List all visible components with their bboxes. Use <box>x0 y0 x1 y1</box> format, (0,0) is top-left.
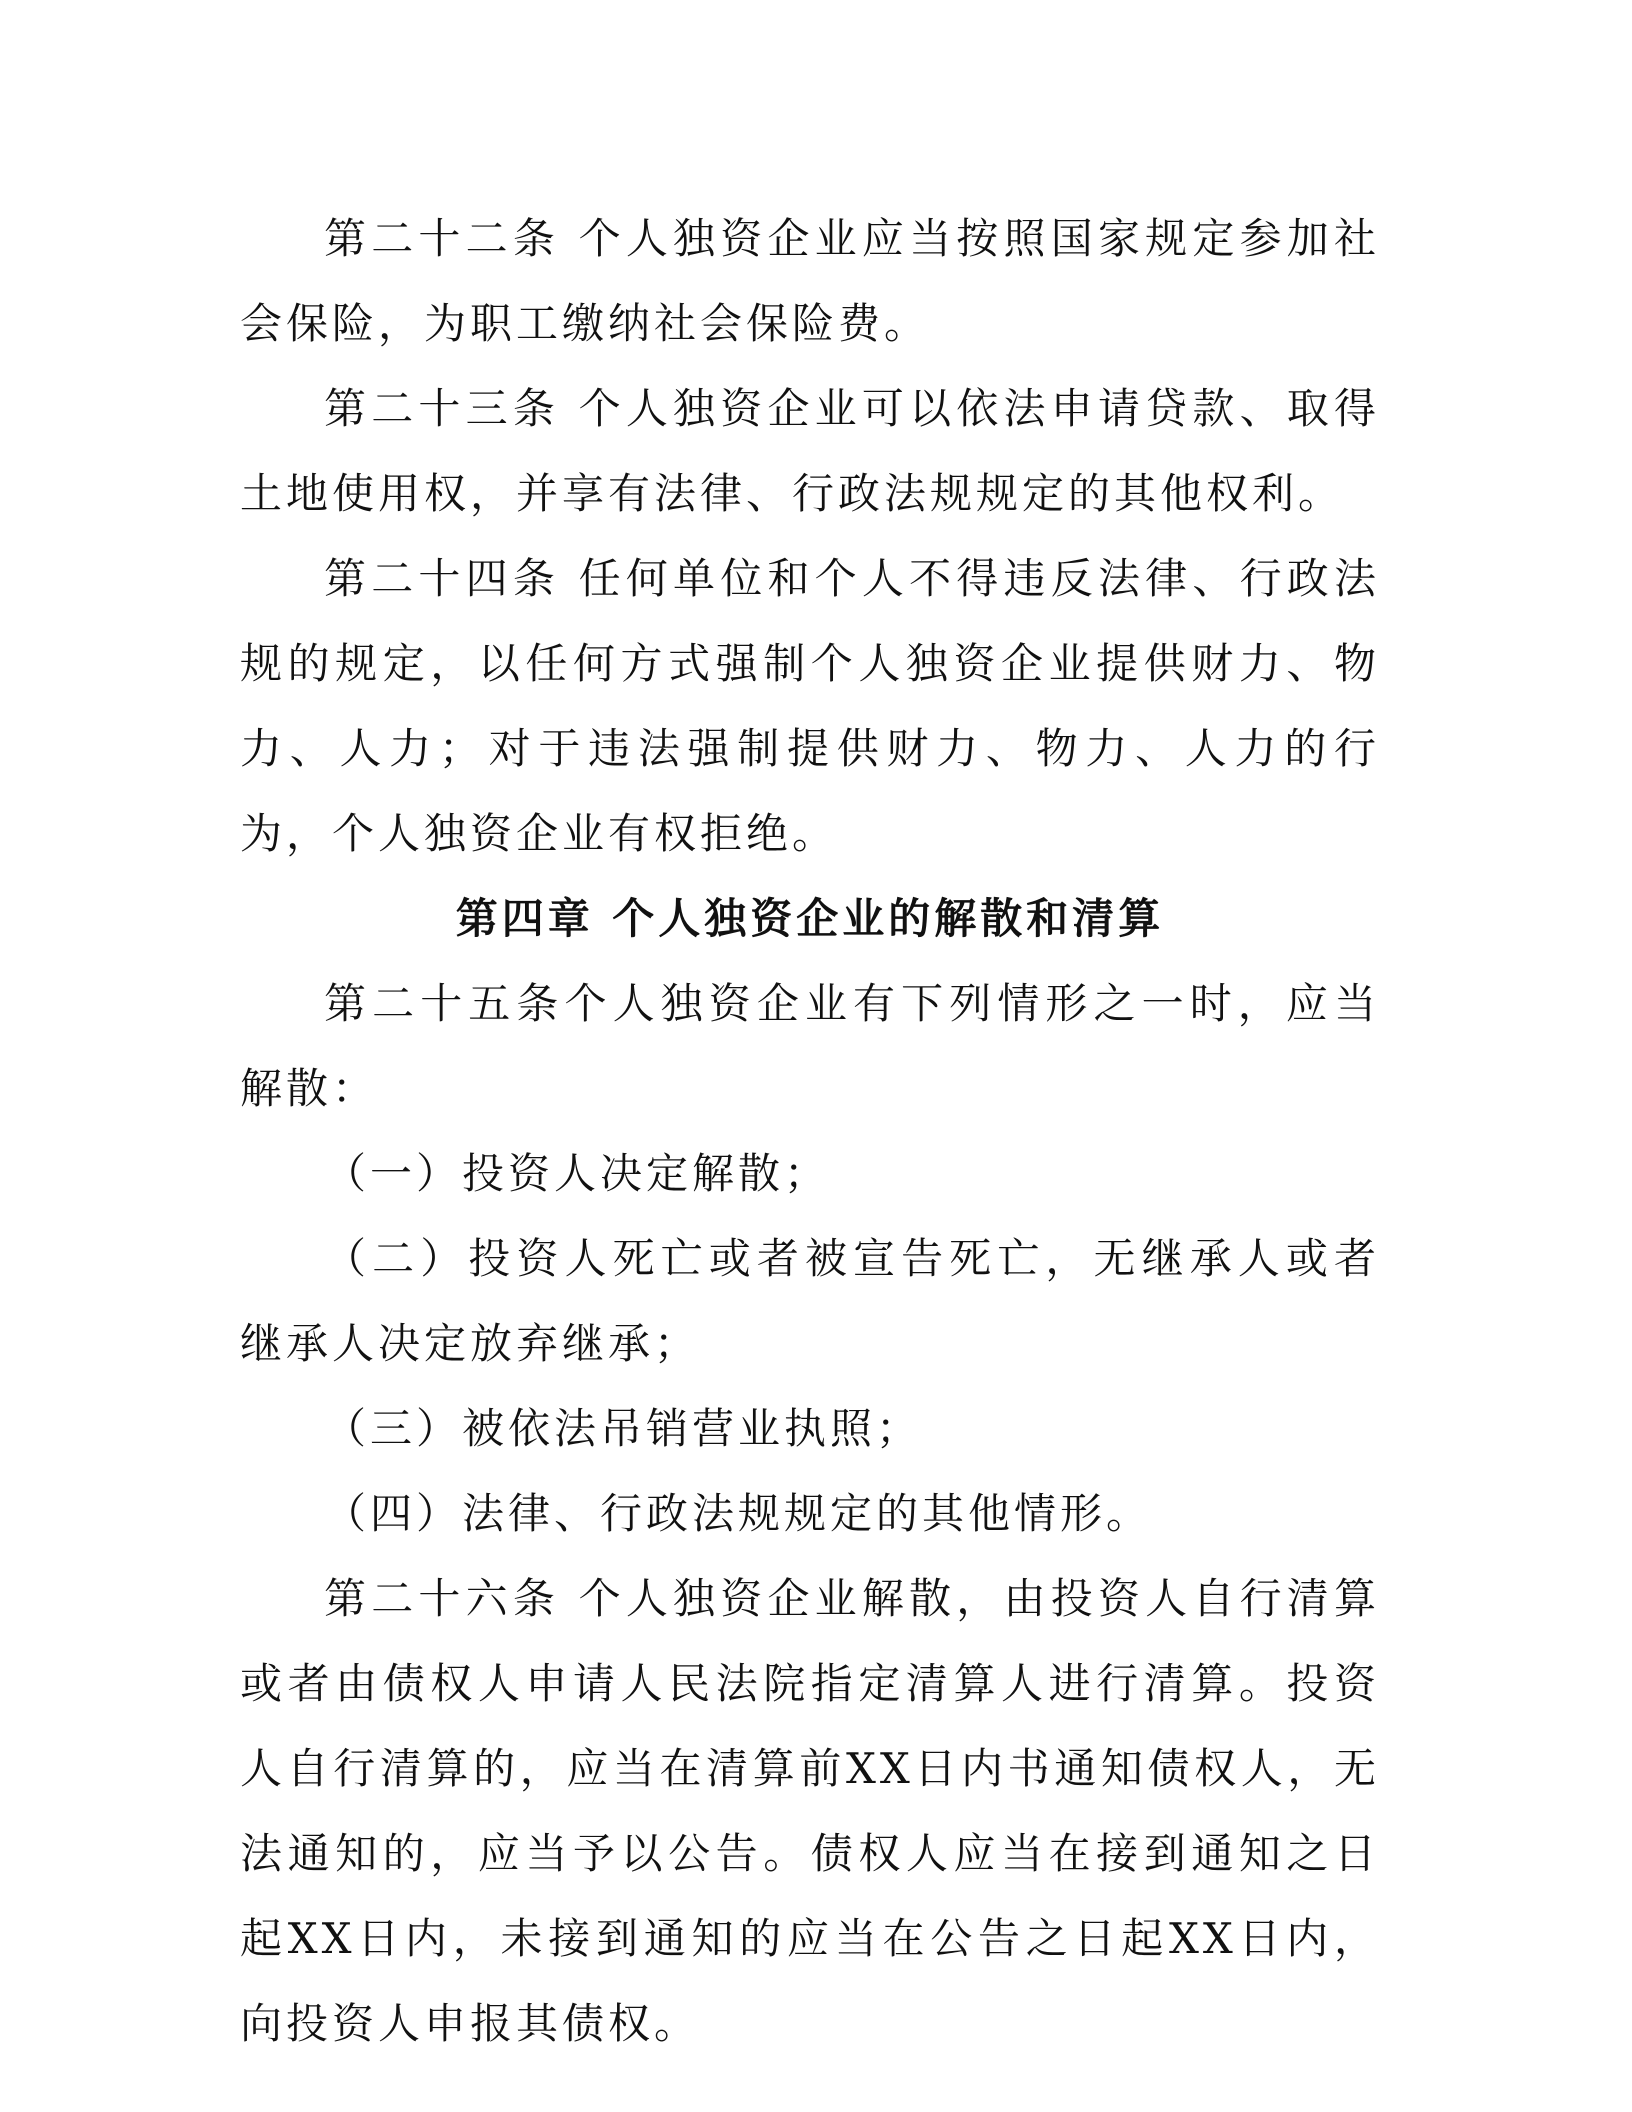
article-25-item-1: （一）投资人决定解散； <box>324 1149 831 1198</box>
article-25-paragraph: 第二十五条个人独资企业有下列情形之一时，应当解散： <box>240 979 1380 1113</box>
article-23-paragraph: 第二十三条 个人独资企业可以依法申请贷款、取得土地使用权，并享有法律、行政法规规定的其他权利。 <box>240 384 1380 518</box>
document-body <box>240 196 1380 2066</box>
article-25-item-3: （三）被依法吊销营业执照； <box>324 1404 923 1453</box>
article-25-item-4: （四）法律、行政法规规定的其他情形。 <box>324 1489 1153 1538</box>
article-26-paragraph: 第二十六条 个人独资企业解散，由投资人自行清算或者由债权人申请人民法院指定清算人进行清算。投资人自行清算的，应当在清算前XX日内书通知债权人，无法通知的，应当予以公告。债权人应当在接到通知之日起XX日内，未接到通知的应当在公告之日起XX日内，向投资人申报其债权。 <box>240 1574 1380 2048</box>
article-24-paragraph: 第二十四条 任何单位和个人不得违反法律、行政法规的规定，以任何方式强制个人独资企业提供财力、物力、人力；对于违法强制提供财力、物力、人力的行为，个人独资企业有权拒绝。 <box>240 554 1380 858</box>
chapter-4-heading: 第四章 个人独资企业的解散和清算 <box>455 894 1165 943</box>
article-22-paragraph: 第二十二条 个人独资企业应当按照国家规定参加社会保险，为职工缴纳社会保险费。 <box>240 214 1380 348</box>
article-25-item-2: （二）投资人死亡或者被宣告死亡，无继承人或者继承人决定放弃继承； <box>240 1234 1380 1368</box>
